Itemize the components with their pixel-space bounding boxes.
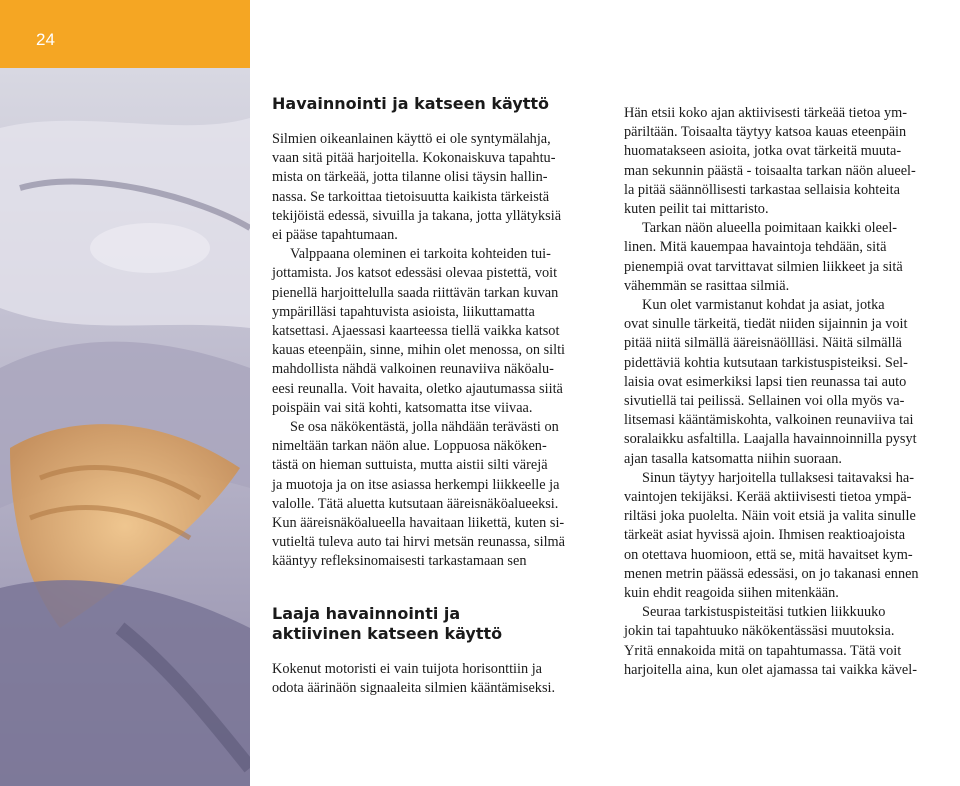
text-line: odota äärinäön signaaleita silmien kääntämiseksi. bbox=[272, 680, 556, 697]
text-line: pienempiä ovat tarvittavat silmien liikkeet ja sitä bbox=[624, 258, 903, 275]
text-line: man sekunnin päästä - toisaalta tarkan näön alueel- bbox=[624, 162, 916, 179]
text-line: ovat sinulle tärkeitä, tiedät niiden sijainnin ja voit bbox=[624, 316, 908, 333]
text-line: menen metrin päässä edessäsi, on jo takanasi ennen bbox=[624, 565, 919, 582]
text-line: la pitää säännöllisesti tarkastaa sellaisia kohteita bbox=[624, 181, 900, 198]
text-line: harjoitella aina, kun olet ajamassa tai vaikka kävel- bbox=[624, 661, 917, 678]
text-line: ajan tasalla katsomatta niihin suoraan. bbox=[624, 450, 842, 467]
page-number: 24 bbox=[36, 30, 55, 49]
text-line: tekijöistä edessä, sivuilla ja takana, jotta yllätyksiä bbox=[272, 207, 562, 224]
text-line: nassa. Se tarkoittaa tietoisuutta kaikista tärkeistä bbox=[272, 188, 550, 205]
text-line: katsettasi. Ajaessasi kaarteessa tiellä vaikka katsot bbox=[272, 323, 560, 340]
text-line: vaintojen tekijäksi. Kerää aktiivisesti tietoa ympä- bbox=[624, 489, 912, 506]
text-line: Se osa näkökentästä, jolla nähdään terävästi on bbox=[290, 419, 559, 436]
text-line: kuten peilit tai mittaristo. bbox=[624, 201, 769, 218]
text-line: jokin tai tapahtuuko näkökentässäsi muutoksia. bbox=[624, 623, 895, 640]
text-line: Kun olet varmistanut kohdat ja asiat, jotka bbox=[642, 297, 885, 314]
section1-body bbox=[272, 130, 604, 572]
text-line: soralaikku asfaltilla. Laajalla havainnoinnilla pysyt bbox=[624, 431, 917, 448]
text-line: tästä on hieman suttuista, mutta aistii silti värejä bbox=[272, 457, 548, 474]
heading-line: Laaja havainnointi ja bbox=[272, 604, 461, 623]
text-line: vutieltä tuleva auto tai hirvi metsän reunassa, silmä bbox=[272, 534, 566, 551]
text-line: riltäsi joka puolelta. Näin voit etsiä ja valita sinulle bbox=[624, 508, 916, 525]
text-line: tärkeät asiat hyvissä ajoin. Ihmisen reaktioajoista bbox=[624, 527, 906, 544]
motorcyclist-photo bbox=[0, 68, 250, 786]
text-line: huomatakseen asioita, jotka ovat tärkeitä muuta- bbox=[624, 143, 902, 160]
text-line: nimeltään tarkan näön alue. Loppuosa näköken- bbox=[272, 438, 547, 455]
text-line: jottamista. Jos katsot edessäsi olevaa pistettä, voit bbox=[272, 265, 558, 282]
text-line: pitää niitä silmällä ääreisnäöllläsi. Näitä silmällä bbox=[624, 335, 902, 352]
text-line: litsemasi kääntämiskohta, valkoinen reunaviiva tai bbox=[624, 412, 914, 429]
text-line: Silmien oikeanlainen käyttö ei ole syntymälahja, bbox=[272, 131, 551, 147]
text-line: ympärilläsi tapahtuvista asioista, liikuttamatta bbox=[272, 303, 535, 320]
text-line: ja muotoja ja on itse asiassa herkempi liikkeelle ja bbox=[272, 476, 560, 493]
text-line: mista on tärkeää, jotta tilanne olisi täysin hallin- bbox=[272, 169, 548, 186]
text-line: päriltään. Toisaalta täytyy katsoa kauas eteenpäin bbox=[624, 124, 907, 141]
text-line: Hän etsii koko ajan aktiivisesti tärkeää tietoa ym- bbox=[624, 105, 908, 121]
text-line: Kokenut motoristi ei vain tuijota horisonttiin ja bbox=[272, 661, 543, 677]
text-line: pidettäviä kohtia kutsutaan tarkistuspisteiksi. Sel- bbox=[624, 354, 908, 371]
text-line: vaan sitä pitää harjoitella. Kokonaiskuva tapahtu- bbox=[272, 150, 556, 167]
text-line: vähemmän se rasittaa silmiä. bbox=[624, 277, 790, 294]
right-column-body bbox=[624, 104, 960, 680]
text-line: eesi reunalla. Voit havaita, oletko ajautumassa siitä bbox=[272, 380, 563, 397]
heading-line: aktiivinen katseen käyttö bbox=[272, 624, 503, 643]
text-line: kauas eteenpäin, sinne, mihin olet menossa, on silti bbox=[272, 342, 566, 359]
text-line: linen. Mitä kauempaa havaintoja tehdään, sitä bbox=[624, 239, 887, 256]
text-line: Sinun täytyy harjoitella tullaksesi taitavaksi ha- bbox=[642, 469, 914, 486]
section-heading-active-gaze bbox=[272, 604, 602, 644]
text-line: mahdollista nähdä valkoinen reunaviiva näköalu- bbox=[272, 361, 554, 378]
text-line: ei pääse tapahtumaan. bbox=[272, 227, 398, 244]
text-line: poispäin vai sitä kohti, katsomatta itse viivaa. bbox=[272, 399, 533, 416]
text-line: kuin ehdit reagoida siihen mitenkään. bbox=[624, 585, 839, 602]
text-line: Kun ääreisnäköalueella havaitaan liikettä, kuten si- bbox=[272, 515, 565, 532]
text-line: kääntyy refleksinomaisesti tarkastamaan sen bbox=[272, 553, 527, 570]
section-heading-observation: Havainnointi ja katseen käyttö bbox=[272, 94, 550, 113]
text-line: Valppaana oleminen ei tarkoita kohteiden tui- bbox=[290, 246, 551, 263]
text-line: Seuraa tarkistuspisteitäsi tutkien liikkuuko bbox=[642, 604, 886, 621]
text-line: on otettava huomioon, että se, mitä havaitset kym- bbox=[624, 546, 913, 563]
text-line: Tarkan näön alueella poimitaan kaikki oleel- bbox=[642, 220, 898, 237]
text-line: laisia ovat esimerkiksi lapsi tien reunassa tai auto bbox=[624, 373, 907, 390]
text-line: sivutiellä tai peilissä. Sellainen voi olla myös va- bbox=[624, 393, 905, 410]
text-line: Yritä ennakoida mitä on tapahtumassa. Tätä voit bbox=[624, 642, 902, 659]
text-line: pienellä harjoittelulla saada riittävän tarkan kuvan bbox=[272, 284, 559, 301]
section2-body bbox=[272, 660, 604, 698]
text-line: valolle. Tätä aluetta kutsutaan ääreisnäköalueeksi. bbox=[272, 495, 559, 512]
